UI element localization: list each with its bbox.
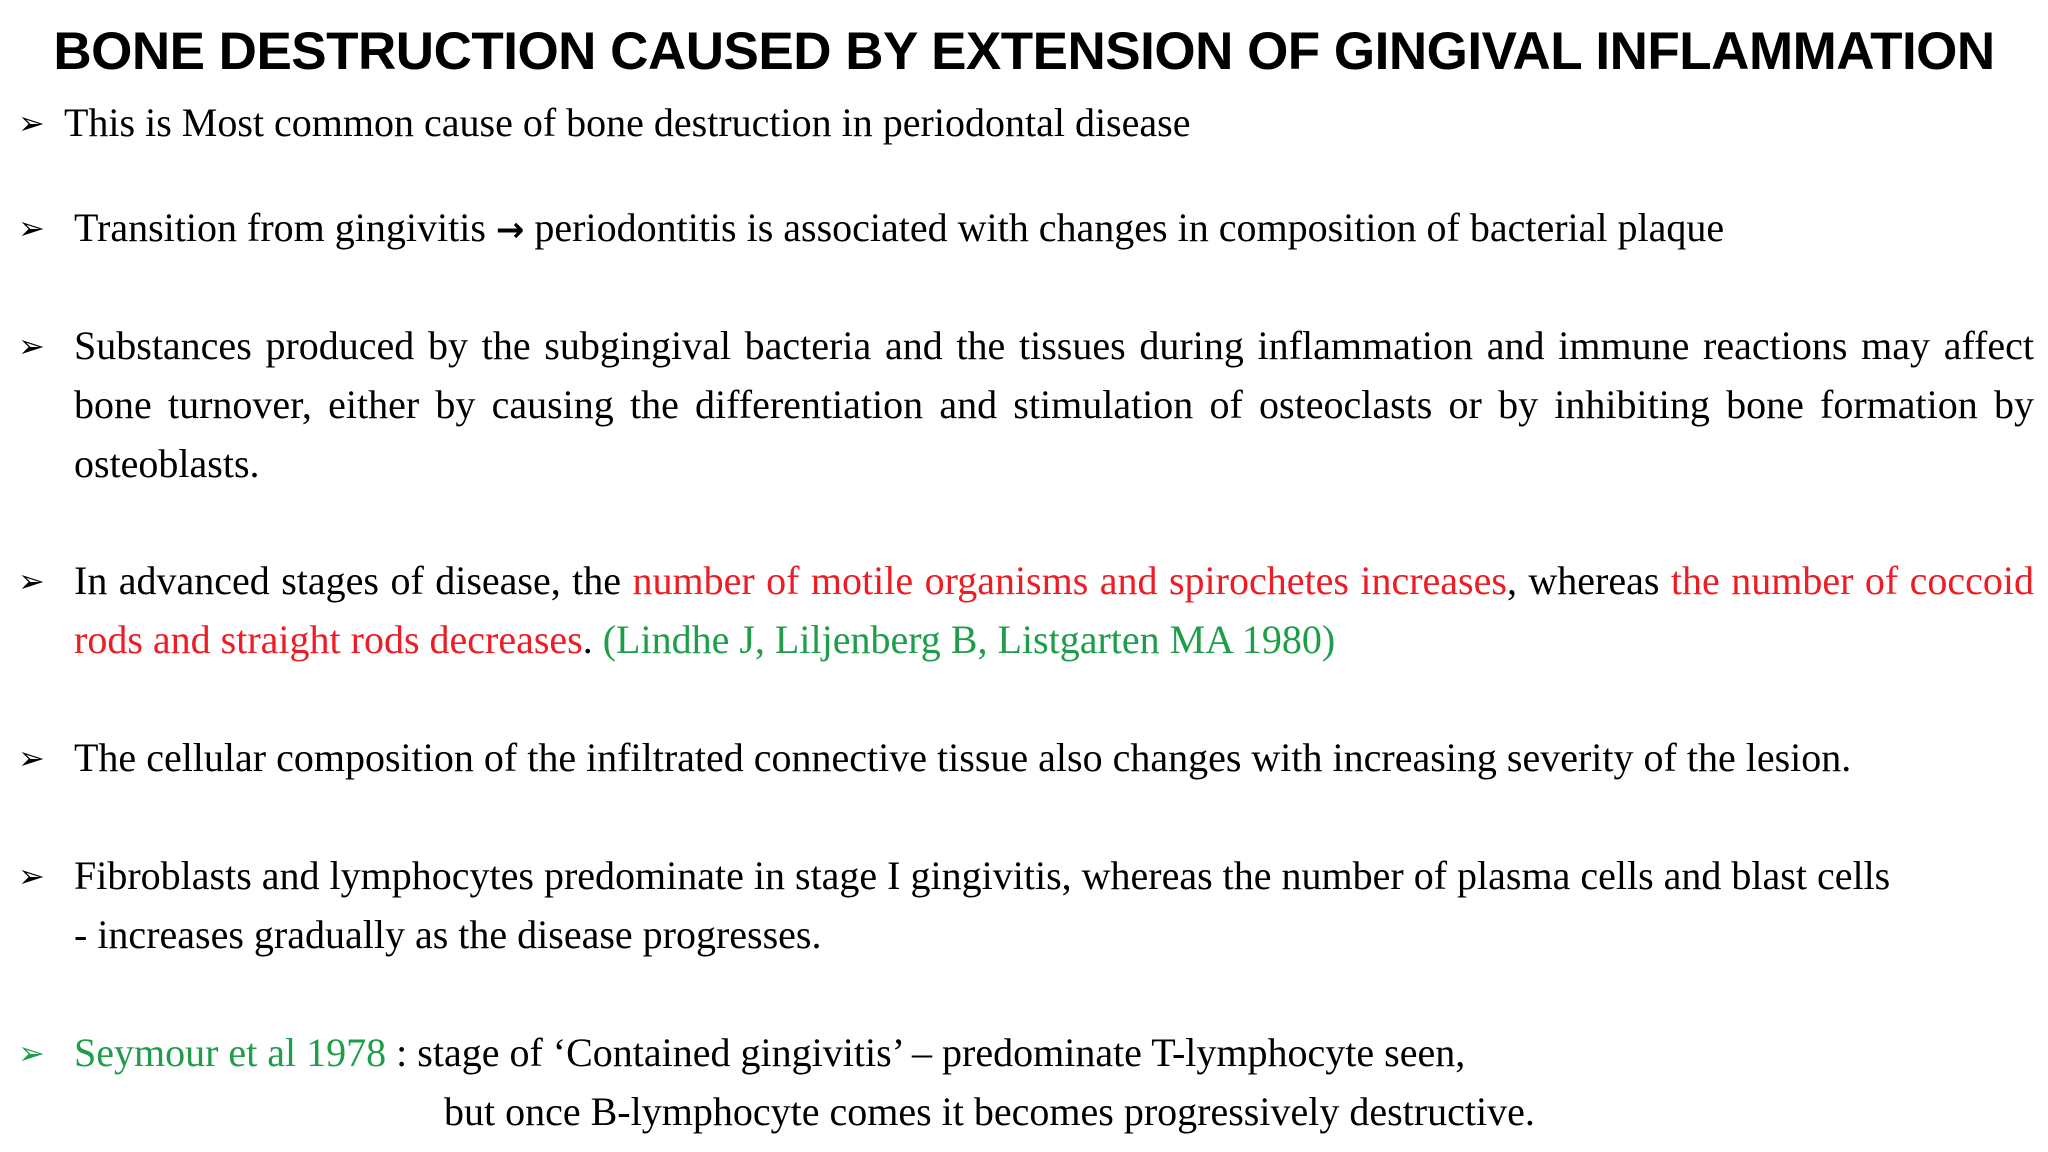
slide-title: BONE DESTRUCTION CAUSED BY EXTENSION OF GINGIVAL INFLAMMATION	[53, 22, 1995, 81]
arrow-bullet-icon: ➢	[18, 739, 45, 777]
arrow-bullet-icon: ➢	[18, 1034, 45, 1072]
bullet-5-text: The cellular composition of the infiltrated connective tissue also changes with increasing severity of the lesion.	[74, 735, 1852, 780]
arrow-bullet-icon: ➢	[18, 562, 45, 600]
bullet-1-text: This is Most common cause of bone destruction in periodontal disease	[64, 100, 1191, 145]
bullet-6-line-2: - increases gradually as the disease progresses.	[74, 912, 822, 957]
bullet-2-part1: Transition from gingivitis	[74, 205, 496, 250]
bullet-4-part1: In advanced stages of disease, the	[74, 558, 633, 603]
bullet-3-text: Substances produced by the subgingival bacteria and the tissues during inflammation and immune reactions may affect bone turnover, either by causing the differentiation and stimulation of osteoclasts or by inhibiting bone formation by osteoblasts.	[74, 323, 2034, 486]
arrow-bullet-icon: ➢	[18, 857, 45, 895]
bullet-7-author: Seymour et al 1978	[74, 1030, 387, 1075]
bullet-4-part2: , whereas	[1506, 558, 1671, 603]
arrow-bullet-icon: ➢	[18, 327, 45, 365]
bullet-7-line-1	[74, 1023, 1465, 1082]
bullet-4-text	[74, 551, 2034, 669]
bullet-7-line-2: but once B-lymphocyte comes it becomes progressively destructive.	[444, 1089, 1535, 1134]
bullet-4-part3: .	[582, 617, 603, 662]
right-arrow-icon: →	[495, 210, 525, 250]
bullet-4-citation: (Lindhe J, Liljenberg B, Listgarten MA 1980)	[602, 617, 1336, 662]
bullet-6-line-1: Fibroblasts and lymphocytes predominate in stage I gingivitis, whereas the number of plasma cells and blast cells	[74, 853, 1891, 898]
bullet-4-highlight-coccoid: the number of coccoid rods and straight rods decreases	[74, 558, 2034, 662]
arrow-bullet-icon: ➢	[18, 104, 45, 142]
arrow-bullet-icon: ➢	[18, 209, 45, 247]
bullet-4-highlight-motile: number of motile organisms and spirochetes increases	[632, 558, 1507, 603]
bullet-7-line-1-text: : stage of ‘Contained gingivitis’ – predominate T-lymphocyte seen,	[386, 1030, 1466, 1075]
bullet-2-part2: periodontitis is associated with changes in composition of bacterial plaque	[524, 205, 1725, 250]
bullet-2-text	[74, 198, 1724, 260]
